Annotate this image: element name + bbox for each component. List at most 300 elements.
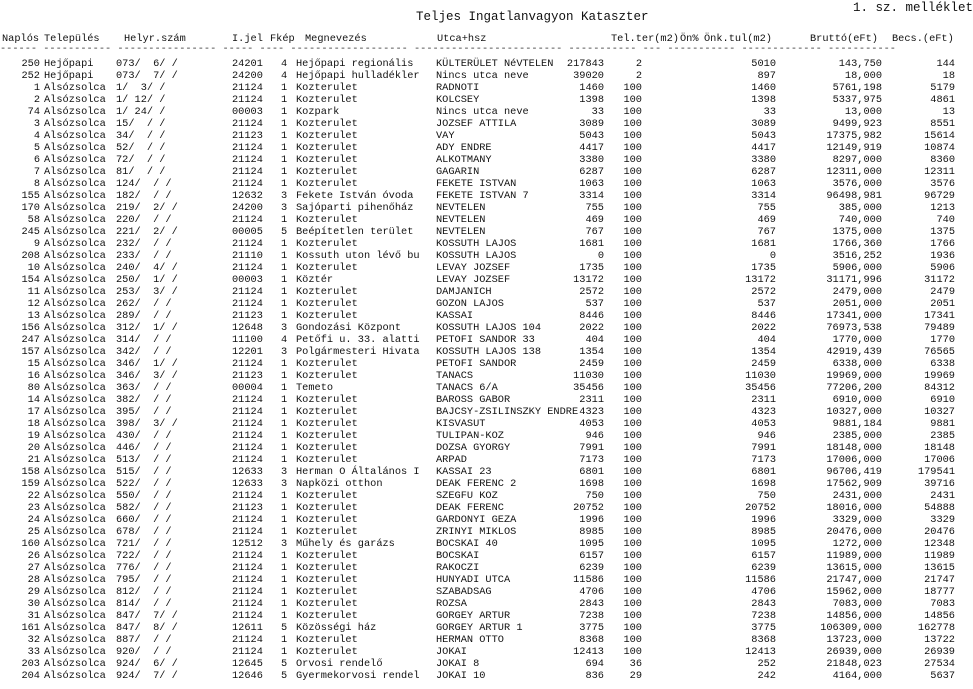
gross-value-cell: 5906,000 bbox=[832, 262, 882, 274]
street-address-cell: BAROSS GABOR bbox=[436, 394, 511, 406]
table-row bbox=[0, 106, 960, 118]
ownership-percent-cell: 100 bbox=[623, 190, 642, 202]
designation-cell: Közösségi ház bbox=[296, 622, 377, 634]
parcel-number-cell: 582/ / / bbox=[116, 502, 172, 514]
owned-area-cell: 537 bbox=[757, 298, 776, 310]
area-cell: 2572 bbox=[579, 286, 604, 298]
owned-area-cell: 7238 bbox=[751, 610, 776, 622]
table-row bbox=[0, 406, 960, 418]
settlement-cell: Alsózsolca bbox=[44, 142, 106, 154]
estimated-value-cell: 179541 bbox=[917, 466, 955, 478]
estimated-value-cell: 15614 bbox=[924, 130, 955, 142]
settlement-cell: Alsózsolca bbox=[44, 658, 106, 670]
ownership-percent-cell: 100 bbox=[623, 574, 642, 586]
main-category-cell: 5 bbox=[281, 658, 288, 670]
ownership-percent-cell: 100 bbox=[623, 226, 642, 238]
street-address-cell: ZRINYI MIKLOS bbox=[436, 526, 517, 538]
parcel-number-cell: 1/ 3/ / bbox=[116, 82, 166, 94]
ownership-percent-cell: 100 bbox=[623, 514, 642, 526]
parcel-number-cell: 289/ / / bbox=[116, 310, 172, 322]
estimated-value-cell: 8551 bbox=[930, 118, 955, 130]
settlement-cell: Alsózsolca bbox=[44, 298, 106, 310]
ownership-percent-cell: 100 bbox=[623, 214, 642, 226]
street-address-cell: GAGARIN bbox=[436, 166, 480, 178]
ownership-percent-cell: 100 bbox=[623, 454, 642, 466]
owned-area-cell: 3380 bbox=[751, 154, 776, 166]
estimated-value-cell: 6910 bbox=[930, 394, 955, 406]
estimated-value-cell: 8360 bbox=[930, 154, 955, 166]
table-row bbox=[0, 454, 960, 466]
street-address-cell: BOCSKAI bbox=[436, 550, 480, 562]
gross-value-cell: 1766,360 bbox=[832, 238, 882, 250]
estimated-value-cell: 2385 bbox=[930, 430, 955, 442]
row-number-cell: 156 bbox=[21, 322, 40, 334]
estimated-value-cell: 17006 bbox=[924, 454, 955, 466]
classification-code-cell: 21124 bbox=[232, 634, 263, 646]
property-table bbox=[0, 58, 960, 682]
parcel-number-cell: 550/ / / bbox=[116, 490, 172, 502]
designation-cell: Kozterulet bbox=[296, 574, 358, 586]
ownership-percent-cell: 36 bbox=[629, 658, 642, 670]
parcel-number-cell: 221/ 2/ / bbox=[116, 226, 178, 238]
settlement-cell: Alsózsolca bbox=[44, 490, 106, 502]
designation-cell: Kozterulet bbox=[296, 310, 358, 322]
estimated-value-cell: 2051 bbox=[930, 298, 955, 310]
owned-area-cell: 6287 bbox=[751, 166, 776, 178]
street-address-cell: NEVTELEN bbox=[436, 226, 486, 238]
settlement-cell: Alsózsolca bbox=[44, 646, 106, 658]
settlement-cell: Hejőpapi bbox=[44, 70, 94, 82]
settlement-cell: Alsózsolca bbox=[44, 250, 106, 262]
designation-cell: Kossuth uton lévő bu bbox=[296, 250, 420, 262]
designation-cell: Beépítetlen terület bbox=[296, 226, 414, 238]
ownership-percent-cell: 100 bbox=[623, 118, 642, 130]
gross-value-cell: 21747,000 bbox=[826, 574, 882, 586]
settlement-cell: Hejőpapi bbox=[44, 58, 94, 70]
gross-value-cell: 3516,252 bbox=[832, 250, 882, 262]
classification-code-cell: 21110 bbox=[232, 250, 263, 262]
table-row bbox=[0, 226, 960, 238]
table-row bbox=[0, 538, 960, 550]
settlement-cell: Alsózsolca bbox=[44, 202, 106, 214]
designation-cell: Napközi otthon bbox=[296, 478, 383, 490]
ownership-percent-cell: 29 bbox=[629, 670, 642, 682]
area-cell: 7173 bbox=[579, 454, 604, 466]
area-cell: 755 bbox=[585, 202, 604, 214]
classification-code-cell: 21124 bbox=[232, 610, 263, 622]
main-category-cell: 4 bbox=[281, 58, 288, 70]
area-cell: 2311 bbox=[579, 394, 604, 406]
table-row bbox=[0, 430, 960, 442]
estimated-value-cell: 5906 bbox=[930, 262, 955, 274]
table-row bbox=[0, 322, 960, 334]
settlement-cell: Alsózsolca bbox=[44, 286, 106, 298]
main-category-cell: 4 bbox=[281, 70, 288, 82]
classification-code-cell: 21123 bbox=[232, 502, 263, 514]
table-row bbox=[0, 382, 960, 394]
area-cell: 1735 bbox=[579, 262, 604, 274]
table-row bbox=[0, 334, 960, 346]
area-cell: 35456 bbox=[573, 382, 604, 394]
main-category-cell: 1 bbox=[281, 382, 288, 394]
parcel-number-cell: 776/ / / bbox=[116, 562, 172, 574]
table-row bbox=[0, 610, 960, 622]
owned-area-cell: 11586 bbox=[745, 574, 776, 586]
owned-area-cell: 897 bbox=[757, 70, 776, 82]
gross-value-cell: 76973,538 bbox=[826, 322, 882, 334]
classification-code-cell: 21124 bbox=[232, 514, 263, 526]
table-row bbox=[0, 418, 960, 430]
table-row bbox=[0, 238, 960, 250]
appendix-label: 1. sz. melléklet bbox=[853, 1, 973, 15]
designation-cell: Kozterulet bbox=[296, 82, 358, 94]
designation-cell: Kozterulet bbox=[296, 262, 358, 274]
designation-cell: Kozterulet bbox=[296, 442, 358, 454]
table-row bbox=[0, 634, 960, 646]
row-number-cell: 2 bbox=[33, 94, 40, 106]
designation-cell: Kozterulet bbox=[296, 550, 358, 562]
gross-value-cell: 13615,000 bbox=[826, 562, 882, 574]
street-address-cell: RADNOTI bbox=[436, 82, 480, 94]
settlement-cell: Alsózsolca bbox=[44, 130, 106, 142]
settlement-cell: Alsózsolca bbox=[44, 322, 106, 334]
ownership-percent-cell: 100 bbox=[623, 274, 642, 286]
ownership-percent-cell: 100 bbox=[623, 466, 642, 478]
parcel-number-cell: 887/ / / bbox=[116, 634, 172, 646]
parcel-number-cell: 522/ / / bbox=[116, 478, 172, 490]
estimated-value-cell: 21747 bbox=[924, 574, 955, 586]
street-address-cell: BAJCSY-ZSILINSZKY ENDRE bbox=[436, 406, 579, 418]
main-category-cell: 1 bbox=[281, 82, 288, 94]
parcel-number-cell: 812/ / / bbox=[116, 586, 172, 598]
column-header: Fkép bbox=[270, 33, 295, 45]
estimated-value-cell: 5179 bbox=[930, 82, 955, 94]
main-category-cell: 1 bbox=[281, 154, 288, 166]
classification-code-cell: 12646 bbox=[232, 670, 263, 682]
owned-area-cell: 6239 bbox=[751, 562, 776, 574]
ownership-percent-cell: 100 bbox=[623, 346, 642, 358]
table-row bbox=[0, 490, 960, 502]
area-cell: 33 bbox=[591, 106, 604, 118]
estimated-value-cell: 79489 bbox=[924, 322, 955, 334]
area-cell: 8368 bbox=[579, 634, 604, 646]
column-header: Utca+hsz bbox=[437, 33, 487, 45]
area-cell: 6157 bbox=[579, 550, 604, 562]
main-category-cell: 3 bbox=[281, 466, 288, 478]
classification-code-cell: 21124 bbox=[232, 418, 263, 430]
owned-area-cell: 8446 bbox=[751, 310, 776, 322]
ownership-percent-cell: 100 bbox=[623, 586, 642, 598]
parcel-number-cell: 721/ / / bbox=[116, 538, 172, 550]
main-category-cell: 1 bbox=[281, 106, 288, 118]
ownership-percent-cell: 100 bbox=[623, 82, 642, 94]
owned-area-cell: 1735 bbox=[751, 262, 776, 274]
ownership-percent-cell: 100 bbox=[623, 250, 642, 262]
table-row bbox=[0, 190, 960, 202]
main-category-cell: 1 bbox=[281, 418, 288, 430]
area-cell: 8985 bbox=[579, 526, 604, 538]
settlement-cell: Alsózsolca bbox=[44, 166, 106, 178]
designation-cell: Kozterulet bbox=[296, 598, 358, 610]
area-cell: 13172 bbox=[573, 274, 604, 286]
street-address-cell: JOKAI 8 bbox=[436, 658, 480, 670]
row-number-cell: 4 bbox=[33, 130, 40, 142]
ownership-percent-cell: 100 bbox=[623, 502, 642, 514]
row-number-cell: 33 bbox=[27, 646, 40, 658]
column-header: Település bbox=[44, 33, 100, 45]
owned-area-cell: 1095 bbox=[751, 538, 776, 550]
parcel-number-cell: 722/ / / bbox=[116, 550, 172, 562]
street-address-cell: GORGEY ARTUR 1 bbox=[436, 622, 523, 634]
area-cell: 1698 bbox=[579, 478, 604, 490]
parcel-number-cell: 219/ 2/ / bbox=[116, 202, 178, 214]
estimated-value-cell: 13 bbox=[942, 106, 955, 118]
area-cell: 6239 bbox=[579, 562, 604, 574]
designation-cell: Kozterulet bbox=[296, 502, 358, 514]
parcel-number-cell: 314/ / / bbox=[116, 334, 172, 346]
settlement-cell: Alsózsolca bbox=[44, 154, 106, 166]
designation-cell: Petőfi u. 33. alatti bbox=[296, 334, 420, 346]
main-category-cell: 5 bbox=[281, 670, 288, 682]
parcel-number-cell: 1/ 24/ / bbox=[116, 106, 166, 118]
table-row bbox=[0, 526, 960, 538]
street-address-cell: PETOFI SANDOR bbox=[436, 358, 517, 370]
designation-cell: Sajóparti pihenőház bbox=[296, 202, 414, 214]
owned-area-cell: 4323 bbox=[751, 406, 776, 418]
ownership-percent-cell: 100 bbox=[623, 238, 642, 250]
row-number-cell: 74 bbox=[27, 106, 40, 118]
row-number-cell: 28 bbox=[27, 574, 40, 586]
row-number-cell: 26 bbox=[27, 550, 40, 562]
parcel-number-cell: 346/ 3/ / bbox=[116, 370, 178, 382]
owned-area-cell: 4053 bbox=[751, 418, 776, 430]
classification-code-cell: 21124 bbox=[232, 286, 263, 298]
classification-code-cell: 21124 bbox=[232, 262, 263, 274]
classification-code-cell: 21124 bbox=[232, 406, 263, 418]
parcel-number-cell: 660/ / / bbox=[116, 514, 172, 526]
owned-area-cell: 755 bbox=[757, 202, 776, 214]
settlement-cell: Alsózsolca bbox=[44, 382, 106, 394]
row-number-cell: 9 bbox=[33, 238, 40, 250]
gross-value-cell: 77206,200 bbox=[826, 382, 882, 394]
table-row bbox=[0, 298, 960, 310]
street-address-cell: JOKAI 10 bbox=[436, 670, 486, 682]
owned-area-cell: 767 bbox=[757, 226, 776, 238]
row-number-cell: 208 bbox=[21, 250, 40, 262]
classification-code-cell: 12201 bbox=[232, 346, 263, 358]
street-address-cell: VAY bbox=[436, 130, 455, 142]
row-number-cell: 245 bbox=[21, 226, 40, 238]
column-header: Bruttó(eFt) bbox=[810, 33, 878, 45]
settlement-cell: Alsózsolca bbox=[44, 622, 106, 634]
classification-code-cell: 21124 bbox=[232, 490, 263, 502]
classification-code-cell: 21123 bbox=[232, 370, 263, 382]
estimated-value-cell: 5637 bbox=[930, 670, 955, 682]
area-cell: 767 bbox=[585, 226, 604, 238]
estimated-value-cell: 1936 bbox=[930, 250, 955, 262]
classification-code-cell: 21124 bbox=[232, 118, 263, 130]
area-cell: 4053 bbox=[579, 418, 604, 430]
estimated-value-cell: 2431 bbox=[930, 490, 955, 502]
row-number-cell: 20 bbox=[27, 442, 40, 454]
street-address-cell: DEAK FERENC bbox=[436, 502, 504, 514]
table-row bbox=[0, 202, 960, 214]
ownership-percent-cell: 100 bbox=[623, 262, 642, 274]
gross-value-cell: 12149,919 bbox=[826, 142, 882, 154]
area-cell: 20752 bbox=[573, 502, 604, 514]
classification-code-cell: 12611 bbox=[232, 622, 263, 634]
row-number-cell: 17 bbox=[27, 406, 40, 418]
area-cell: 2843 bbox=[579, 598, 604, 610]
main-category-cell: 1 bbox=[281, 502, 288, 514]
owned-area-cell: 1398 bbox=[751, 94, 776, 106]
ownership-percent-cell: 100 bbox=[623, 310, 642, 322]
table-row bbox=[0, 286, 960, 298]
main-category-cell: 1 bbox=[281, 130, 288, 142]
settlement-cell: Alsózsolca bbox=[44, 442, 106, 454]
table-row bbox=[0, 394, 960, 406]
ownership-percent-cell: 2 bbox=[635, 70, 642, 82]
street-address-cell: LEVAY JOZSEF bbox=[436, 262, 511, 274]
parcel-number-cell: 363/ / / bbox=[116, 382, 172, 394]
gross-value-cell: 3329,000 bbox=[832, 514, 882, 526]
row-number-cell: 158 bbox=[21, 466, 40, 478]
street-address-cell: HUNYADI UTCA bbox=[436, 574, 511, 586]
settlement-cell: Alsózsolca bbox=[44, 478, 106, 490]
parcel-number-cell: 513/ / / bbox=[116, 454, 172, 466]
ownership-percent-cell: 100 bbox=[623, 202, 642, 214]
table-row bbox=[0, 586, 960, 598]
column-header: Önk.tul(m2) bbox=[704, 33, 772, 45]
estimated-value-cell: 2479 bbox=[930, 286, 955, 298]
designation-cell: Temeto bbox=[296, 382, 334, 394]
row-number-cell: 8 bbox=[33, 178, 40, 190]
settlement-cell: Alsózsolca bbox=[44, 454, 106, 466]
main-category-cell: 1 bbox=[281, 370, 288, 382]
row-number-cell: 80 bbox=[27, 382, 40, 394]
ownership-percent-cell: 100 bbox=[623, 130, 642, 142]
row-number-cell: 29 bbox=[27, 586, 40, 598]
street-address-cell: BOCSKAI 40 bbox=[436, 538, 498, 550]
gross-value-cell: 31171,996 bbox=[826, 274, 882, 286]
ownership-percent-cell: 100 bbox=[623, 562, 642, 574]
parcel-number-cell: 34/ / / bbox=[116, 130, 166, 142]
designation-cell: Műhely és garázs bbox=[296, 538, 395, 550]
settlement-cell: Alsózsolca bbox=[44, 370, 106, 382]
designation-cell: Herman O Általános I bbox=[296, 466, 420, 478]
area-cell: 8446 bbox=[579, 310, 604, 322]
row-number-cell: 14 bbox=[27, 394, 40, 406]
main-category-cell: 1 bbox=[281, 406, 288, 418]
main-category-cell: 1 bbox=[281, 430, 288, 442]
area-cell: 217843 bbox=[566, 58, 604, 70]
row-number-cell: 155 bbox=[21, 190, 40, 202]
estimated-value-cell: 144 bbox=[936, 58, 955, 70]
settlement-cell: Alsózsolca bbox=[44, 358, 106, 370]
designation-cell: Polgármesteri Hivata bbox=[296, 346, 420, 358]
estimated-value-cell: 54888 bbox=[924, 502, 955, 514]
settlement-cell: Alsózsolca bbox=[44, 538, 106, 550]
ownership-percent-cell: 100 bbox=[623, 634, 642, 646]
main-category-cell: 3 bbox=[281, 190, 288, 202]
classification-code-cell: 21124 bbox=[232, 598, 263, 610]
row-number-cell: 1 bbox=[33, 82, 40, 94]
row-number-cell: 157 bbox=[21, 346, 40, 358]
area-cell: 3314 bbox=[579, 190, 604, 202]
settlement-cell: Alsózsolca bbox=[44, 406, 106, 418]
table-row bbox=[0, 550, 960, 562]
estimated-value-cell: 96729 bbox=[924, 190, 955, 202]
main-category-cell: 1 bbox=[281, 358, 288, 370]
main-category-cell: 1 bbox=[281, 574, 288, 586]
gross-value-cell: 740,000 bbox=[838, 214, 882, 226]
table-row bbox=[0, 358, 960, 370]
owned-area-cell: 35456 bbox=[745, 382, 776, 394]
estimated-value-cell: 162778 bbox=[917, 622, 955, 634]
owned-area-cell: 8985 bbox=[751, 526, 776, 538]
settlement-cell: Alsózsolca bbox=[44, 394, 106, 406]
area-cell: 1398 bbox=[579, 94, 604, 106]
street-address-cell: DEAK FERENC 2 bbox=[436, 478, 517, 490]
classification-code-cell: 21124 bbox=[232, 526, 263, 538]
estimated-value-cell: 1770 bbox=[930, 334, 955, 346]
parcel-number-cell: 312/ 1/ / bbox=[116, 322, 178, 334]
ownership-percent-cell: 100 bbox=[623, 142, 642, 154]
designation-cell: Kozterulet bbox=[296, 358, 358, 370]
estimated-value-cell: 9881 bbox=[930, 418, 955, 430]
main-category-cell: 3 bbox=[281, 538, 288, 550]
classification-code-cell: 24200 bbox=[232, 70, 263, 82]
ownership-percent-cell: 100 bbox=[623, 298, 642, 310]
table-row bbox=[0, 502, 960, 514]
street-address-cell: HERMAN OTTO bbox=[436, 634, 504, 646]
owned-area-cell: 404 bbox=[757, 334, 776, 346]
table-row bbox=[0, 70, 960, 82]
designation-cell: Kozpark bbox=[296, 106, 340, 118]
parcel-number-cell: 253/ 3/ / bbox=[116, 286, 178, 298]
column-header: Megnevezés bbox=[305, 33, 367, 45]
designation-cell: Kozterulet bbox=[296, 454, 358, 466]
column-header: Becs.(eFt) bbox=[892, 33, 954, 45]
table-row bbox=[0, 154, 960, 166]
street-address-cell: ADY ENDRE bbox=[436, 142, 492, 154]
gross-value-cell: 17006,000 bbox=[826, 454, 882, 466]
designation-cell: Kozterulet bbox=[296, 370, 358, 382]
classification-code-cell: 11100 bbox=[232, 334, 263, 346]
estimated-value-cell: 13722 bbox=[924, 634, 955, 646]
estimated-value-cell: 11989 bbox=[924, 550, 955, 562]
classification-code-cell: 21124 bbox=[232, 550, 263, 562]
parcel-number-cell: 124/ / / bbox=[116, 178, 172, 190]
parcel-number-cell: 073/ 7/ / bbox=[116, 70, 178, 82]
row-number-cell: 15 bbox=[27, 358, 40, 370]
gross-value-cell: 17562,909 bbox=[826, 478, 882, 490]
settlement-cell: Alsózsolca bbox=[44, 238, 106, 250]
main-category-cell: 1 bbox=[281, 442, 288, 454]
settlement-cell: Alsózsolca bbox=[44, 562, 106, 574]
classification-code-cell: 21124 bbox=[232, 454, 263, 466]
main-category-cell: 1 bbox=[281, 286, 288, 298]
gross-value-cell: 6338,000 bbox=[832, 358, 882, 370]
estimated-value-cell: 27534 bbox=[924, 658, 955, 670]
parcel-number-cell: 262/ / / bbox=[116, 298, 172, 310]
owned-area-cell: 242 bbox=[757, 670, 776, 682]
settlement-cell: Alsózsolca bbox=[44, 310, 106, 322]
owned-area-cell: 1460 bbox=[751, 82, 776, 94]
gross-value-cell: 10327,000 bbox=[826, 406, 882, 418]
main-category-cell: 1 bbox=[281, 490, 288, 502]
row-number-cell: 7 bbox=[33, 166, 40, 178]
